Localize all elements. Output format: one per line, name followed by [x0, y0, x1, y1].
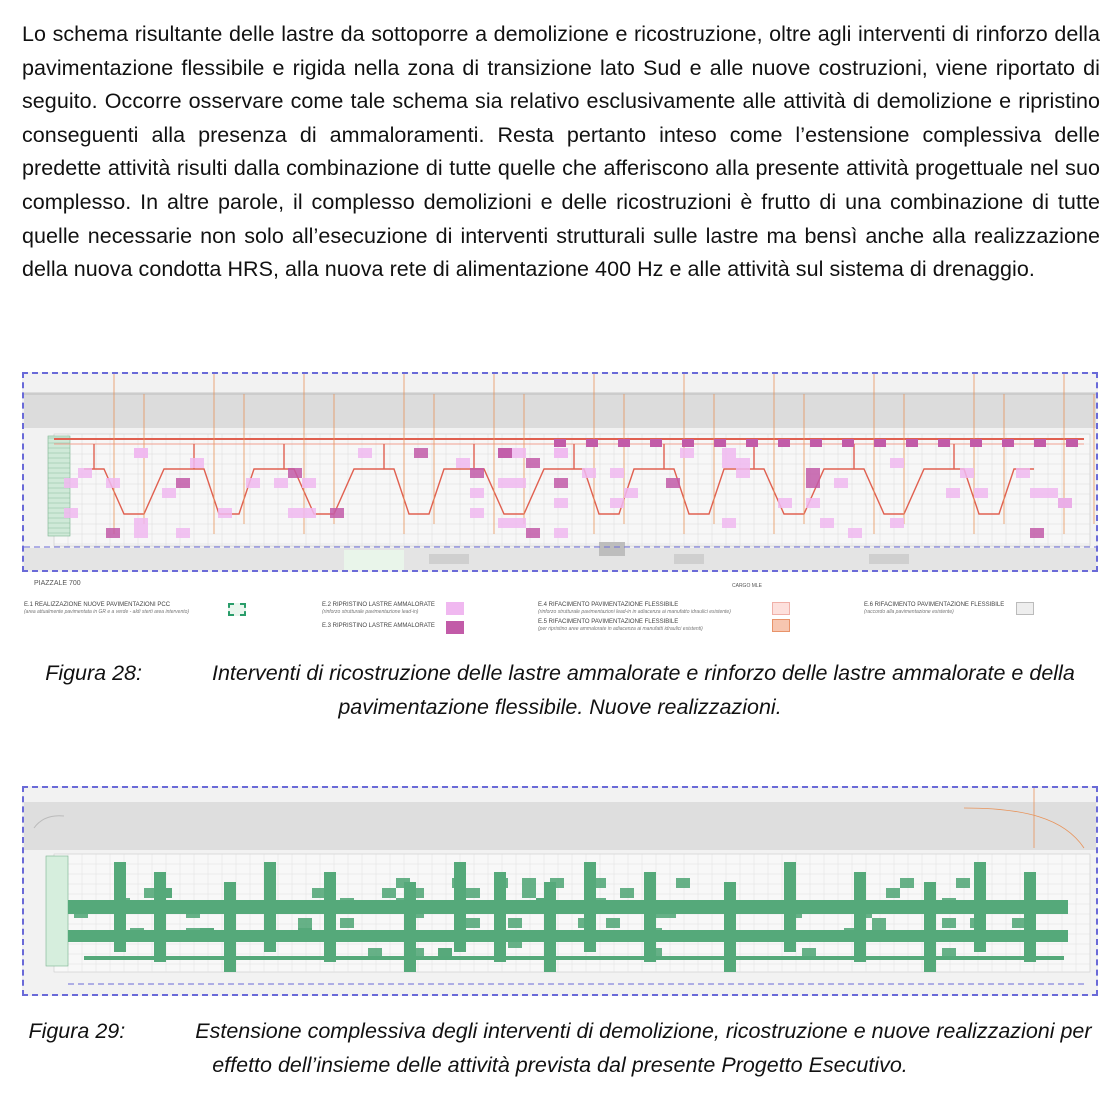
legend-swatch-e2 — [446, 602, 464, 615]
legend-swatch-e6 — [1016, 602, 1034, 615]
figure-28-caption-text: Interventi di ricostruzione delle lastre ammalorate e rinforzo delle lastre ammalorate e della pavimentazione flessibile. Nuove realizzazioni. — [212, 661, 1075, 719]
body-paragraph: Lo schema risultante delle lastre da sottoporre a demolizione e ricostruzione, oltre agli interventi di rinforzo della pavimentazione flessibile e rigida nella zona di transizione lato Sud e alle nuove costruzioni, viene riportato di seguito. Occorre osservare come tale schema sia relativo esclusivamente alle attività di demolizione e ripristino conseguenti alla presenza di ammaloramenti. Resta pertanto inteso come l’estensione complessiva delle predette attività risulti dalla combinazione di tutte quelle che afferiscono alla presente attività progettuale nel suo complesso. In altre parole, il complesso demolizioni e delle ricostruzioni è frutto di una combinazione di tutte quelle necessarie non solo all’esecuzione di interventi strutturali sulle lastre ma bensì anche alla realizzazione della nuova condotta HRS, alla nuova rete di alimentazione 400 Hz e alle attività sul sistema di drenaggio. — [22, 22, 1100, 282]
figure-29-caption — [22, 1014, 1098, 1082]
legend-item-e5: E.5 RIFACIMENTO PAVIMENTAZIONE FLESSIBILE (per ripristino aree ammalorate in adiacenza ai manufatti idraulici esistenti) — [538, 619, 703, 632]
figure-29-caption-text: Estensione complessiva degli interventi di demolizione, ricostruzione e nuove realizzazioni per effetto dell’insieme delle attività prevista dal presente Progetto Esecutivo. — [195, 1019, 1092, 1077]
legend-item-e2: E.2 RIPRISTINO LASTRE AMMALORATE (rinforzo strutturale pavimentazione lead-in) — [322, 602, 435, 615]
legend-item-e6: E.6 RIFACIMENTO PAVIMENTAZIONE FLESSIBILE (raccordo alla pavimentazione esistente) — [864, 602, 1005, 615]
figure-29-number: Figura 29: — [28, 1019, 126, 1043]
cargo-label: CARGO MLE — [732, 583, 763, 589]
plan-drawing-29 — [24, 788, 1096, 994]
figure-28-legend — [22, 598, 1098, 640]
legend-swatch-e3 — [446, 621, 464, 634]
figure-28-number: Figura 28: — [45, 661, 142, 685]
piazzale-label: PIAZZALE 700 — [34, 580, 81, 587]
figure-29-plan — [22, 786, 1098, 996]
legend-swatch-e5 — [772, 619, 790, 632]
legend-swatch-e1 — [228, 603, 246, 616]
legend-item-e4: E.4 RIFACIMENTO PAVIMENTAZIONE FLESSIBILE (rinforzo strutturale pavimentazioni lead-in in adiacenza ai manufatto idraulici esistente) — [538, 602, 731, 615]
legend-swatch-e4 — [772, 602, 790, 615]
figure-28-plan — [22, 372, 1098, 589]
legend-item-e1: E.1 REALIZZAZIONE NUOVE PAVIMENTAZIONI PCC (area attualmente pavimentata in GR e a verde - aldi sterti area intervento) — [24, 602, 190, 615]
legend-item-e3: E.3 RIPRISTINO LASTRE AMMALORATE — [322, 623, 435, 629]
plan-drawing-28 — [24, 374, 1096, 570]
figure-28-caption — [22, 656, 1098, 724]
